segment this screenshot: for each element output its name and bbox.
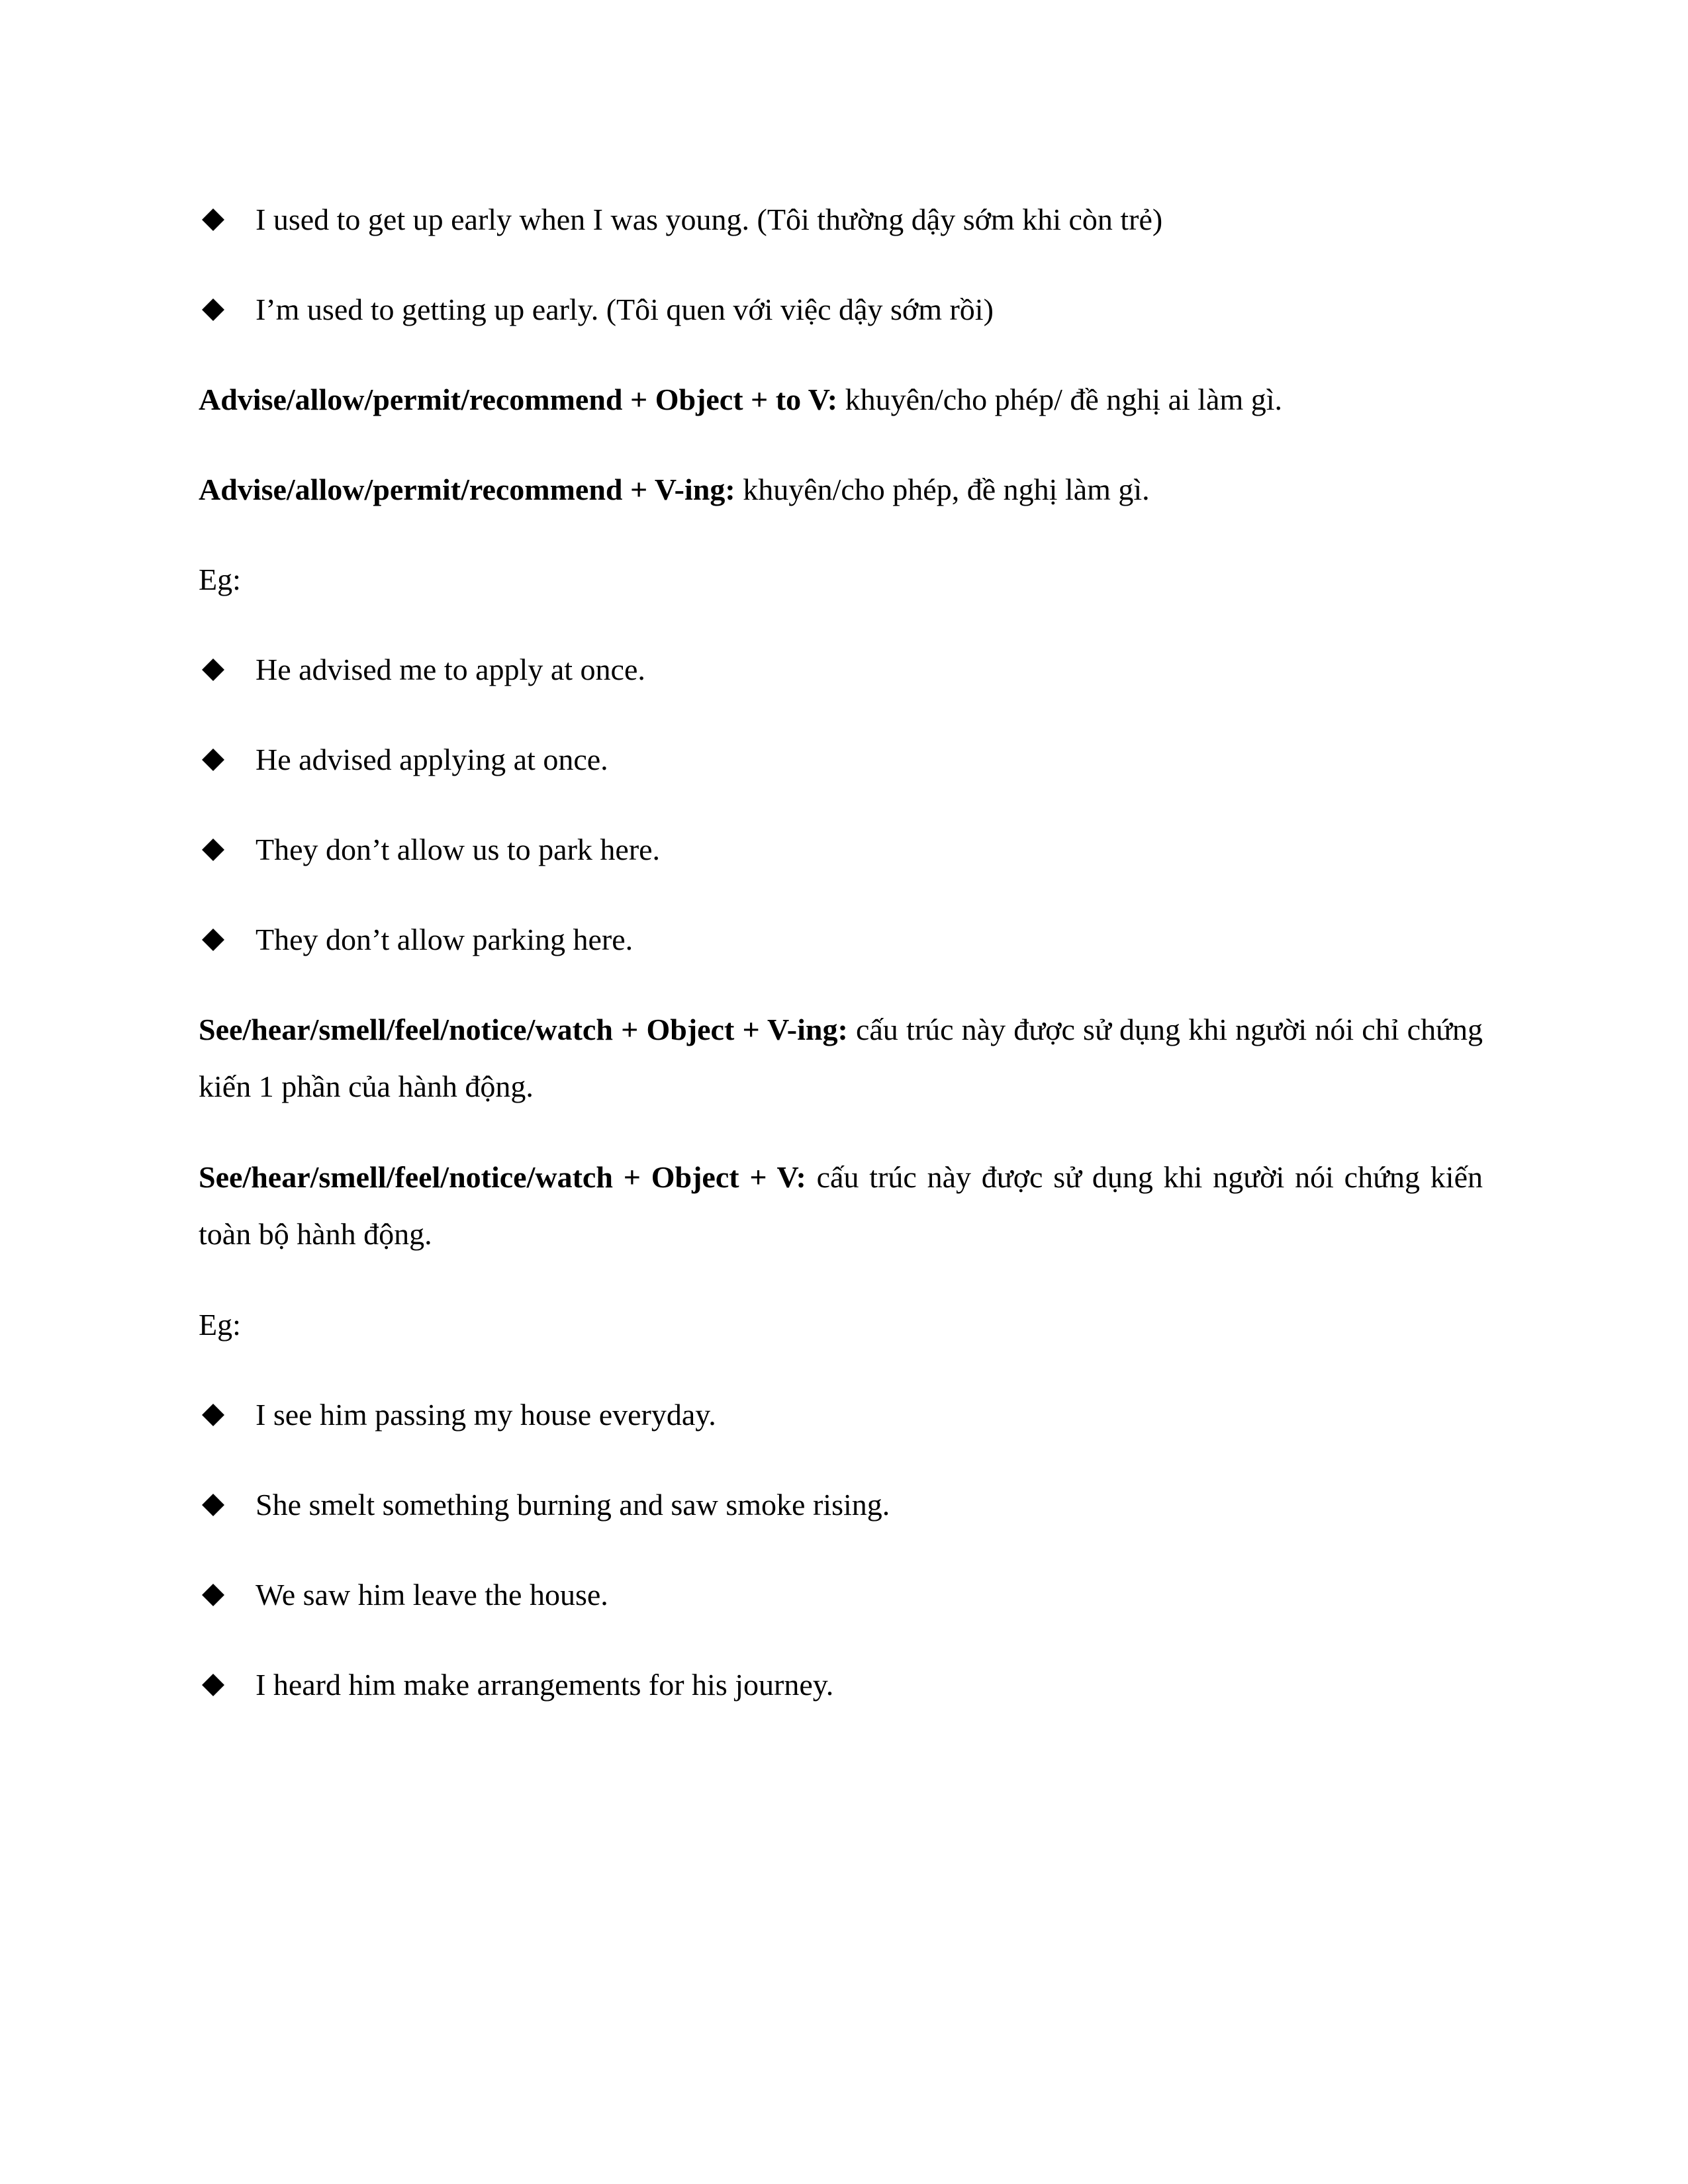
grammar-rule-see-v xyxy=(199,1149,1483,1263)
rule-structure: Advise/allow/permit/recommend + V-ing: xyxy=(199,473,735,506)
example-label: Eg: xyxy=(199,563,241,596)
grammar-rule-see-ving xyxy=(199,1001,1483,1115)
rule-structure: See/hear/smell/feel/notice/watch + Object + V-ing: xyxy=(199,1013,848,1046)
rule-meaning: cấu trúc này được sử dụng khi người nói chỉ chứng kiến 1 phần của hành động. xyxy=(199,1013,1483,1103)
rule-meaning: cấu trúc này được sử dụng khi người nói chứng kiến toàn bộ hành động. xyxy=(199,1160,1483,1251)
rule-meaning: khuyên/cho phép, đề nghị làm gì. xyxy=(735,473,1150,506)
rule-structure: See/hear/smell/feel/notice/watch + Object + V: xyxy=(199,1160,806,1194)
document-page: I used to get up early when I was young. (Tôi thường dậy sớm khi còn trẻ) I’m used to getting up early. (Tôi quen với việc dậy sớm rồi) Advise/allow/permit/recommend + Object + to V: khuyên/cho phép/ đề nghị ai làm gì. Advise/allow/permit/recommend + V-ing: khuyên/cho phép, đề nghị làm gì. Eg: He advised me to apply at once. He advised applying at once. They don’t allow us to park here. They don’t allow parking here. See/hear/smell/feel/notice/watch + Object + V-ing: cấu trúc này được sử dụng khi người nói chỉ chứng kiến 1 phần của hành động. See/hear/smell/feel/notice/watch + Object + V: cấu trúc này được sử dụng khi người nói chứng kiến toàn bộ hành động. Eg: I see him passing my house everyday. She smelt something burning and saw smoke rising. We saw him leave the house. I heard him make arrangements for his journey. xyxy=(199,203,1483,1702)
grammar-rule-advise-to-v xyxy=(199,371,1483,428)
example-label: Eg: xyxy=(199,1308,241,1342)
rule-structure: Advise/allow/permit/recommend + Object + to V: xyxy=(199,383,838,416)
grammar-rule-advise-ving xyxy=(199,461,1483,518)
rule-meaning: khuyên/cho phép/ đề nghị ai làm gì. xyxy=(837,383,1283,416)
